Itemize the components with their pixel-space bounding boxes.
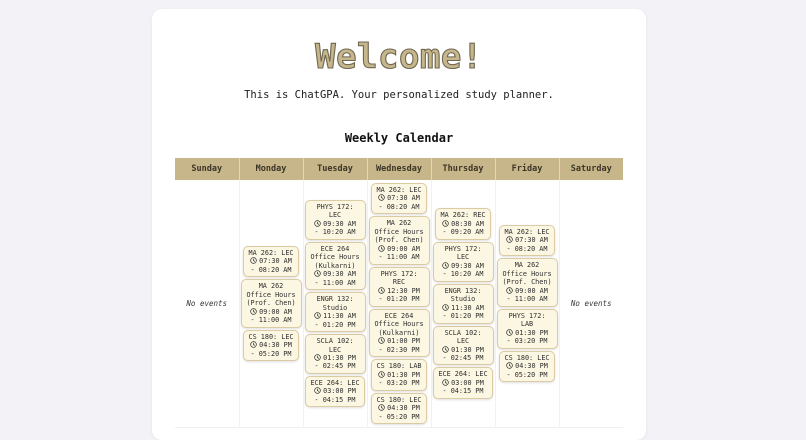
event-title: CS 180: LEC: [376, 395, 422, 404]
clock-icon: [506, 287, 513, 294]
clock-icon: [442, 379, 449, 386]
event-card[interactable]: [305, 200, 366, 240]
event-time: 11:30 AM - 01:20 PM: [442, 303, 484, 321]
event-card[interactable]: [433, 367, 492, 398]
event-card[interactable]: [241, 279, 302, 327]
event-time: 03:00 PM - 04:15 PM: [442, 378, 484, 396]
event-card[interactable]: [369, 216, 430, 264]
event-card[interactable]: [243, 246, 298, 277]
event-title: MA 262 Office Hours (Prof. Chen): [246, 282, 296, 308]
event-time: 01:00 PM - 02:30 PM: [378, 337, 420, 354]
event-time: 07:30 AM - 08:20 AM: [506, 236, 548, 253]
clock-icon: [250, 308, 257, 315]
event-time: 04:30 PM - 05:20 PM: [506, 362, 548, 379]
calendar-heading: Weekly Calendar: [344, 131, 454, 145]
event-time: 12:30 PM - 01:20 PM: [378, 286, 420, 304]
day-header-thursday: Thursday: [431, 158, 495, 180]
day-column-thursday: [431, 180, 495, 428]
event-title: SCLA 102: LEC: [316, 337, 354, 354]
day-column-sunday: [175, 180, 239, 428]
clock-icon: [314, 220, 321, 227]
event-time: 09:30 AM - 10:20 AM: [442, 261, 484, 279]
event-card[interactable]: [433, 326, 494, 366]
event-time: 09:00 AM - 11:00 AM: [506, 286, 548, 304]
event-title: MA 262: LEC: [504, 227, 550, 236]
clock-icon: [250, 257, 257, 264]
day-header-wednesday: Wednesday: [367, 158, 431, 180]
clock-icon: [314, 270, 321, 277]
event-title: MA 262: REC: [440, 211, 486, 220]
event-time: 07:30 AM - 08:20 AM: [250, 257, 292, 274]
day-header-monday: Monday: [239, 158, 303, 180]
event-title: PHYS 172: LEC: [444, 244, 482, 262]
event-time: 01:30 PM - 03:20 PM: [378, 370, 420, 388]
event-title: ENGR 132: Studio: [316, 295, 354, 312]
event-card[interactable]: [499, 225, 554, 256]
clock-icon: [378, 404, 385, 411]
event-title: PHYS 172: LEC: [316, 202, 354, 220]
event-title: ECE 264 Office Hours (Kulkarni): [310, 244, 360, 270]
clock-icon: [506, 236, 513, 243]
event-time: 01:30 PM - 03:20 PM: [506, 328, 548, 346]
no-events-label: No events: [186, 299, 228, 309]
event-time: 09:30 AM - 10:20 AM: [314, 219, 356, 237]
day-header-friday: Friday: [495, 158, 559, 180]
event-title: MA 262: LEC: [248, 248, 294, 257]
clock-icon: [506, 329, 513, 336]
event-card[interactable]: [305, 334, 366, 374]
event-title: MA 262: LEC: [376, 186, 422, 194]
event-time: 03:00 PM - 04:15 PM: [314, 387, 356, 404]
event-card[interactable]: [371, 393, 426, 424]
day-header-saturday: Saturday: [559, 158, 623, 180]
clock-icon: [378, 371, 385, 378]
event-title: ECE 264: LEC: [310, 378, 360, 387]
clock-icon: [378, 337, 385, 344]
day-column-tuesday: [303, 180, 367, 428]
event-card[interactable]: [497, 258, 558, 306]
calendar-header-row: [175, 158, 623, 180]
event-card[interactable]: [305, 242, 366, 290]
event-card[interactable]: [371, 359, 426, 390]
main-card: [152, 9, 646, 440]
event-title: PHYS 172: REC: [380, 269, 418, 287]
event-time: 07:30 AM - 08:20 AM: [378, 194, 420, 211]
event-title: MA 262 Office Hours (Prof. Chen): [502, 261, 552, 287]
no-events-label: No events: [570, 299, 612, 309]
day-column-saturday: [559, 180, 623, 428]
event-card[interactable]: [497, 309, 558, 349]
clock-icon: [314, 354, 321, 361]
event-card[interactable]: [369, 267, 430, 307]
event-time: 09:30 AM - 11:00 AM: [314, 270, 356, 287]
event-time: 08:30 AM - 09:20 AM: [442, 219, 484, 237]
calendar-body-row: [175, 180, 623, 428]
page-subtitle: This is ChatGPA. Your personalized study planner.: [244, 89, 554, 101]
event-card[interactable]: [435, 208, 490, 239]
clock-icon: [314, 312, 321, 319]
event-card[interactable]: [305, 292, 366, 332]
clock-icon: [506, 362, 513, 369]
event-time: 01:30 PM - 02:45 PM: [314, 353, 356, 371]
day-header-tuesday: Tuesday: [303, 158, 367, 180]
day-column-wednesday: [367, 180, 431, 428]
clock-icon: [442, 304, 449, 311]
event-title: ECE 264: LEC: [438, 370, 488, 379]
day-column-monday: [239, 180, 303, 428]
event-card[interactable]: [499, 351, 554, 382]
event-title: MA 262 Office Hours (Prof. Chen): [374, 219, 424, 245]
weekly-calendar-table: [175, 158, 623, 428]
event-card[interactable]: [433, 284, 494, 324]
page-title: Welcome!: [315, 37, 483, 77]
day-header-sunday: Sunday: [175, 158, 239, 180]
clock-icon: [250, 341, 257, 348]
event-title: CS 180: LEC: [504, 353, 550, 362]
clock-icon: [378, 245, 385, 252]
event-title: CS 180: LAB: [376, 362, 422, 371]
event-title: CS 180: LEC: [248, 332, 294, 341]
event-time: 11:30 AM - 01:20 PM: [314, 312, 356, 329]
clock-icon: [378, 194, 385, 201]
event-time: 09:00 AM - 11:00 AM: [250, 307, 292, 325]
event-title: ENGR 132: Studio: [444, 286, 482, 304]
event-card[interactable]: [369, 309, 430, 357]
event-card[interactable]: [371, 183, 426, 214]
event-time: 04:30 PM - 05:20 PM: [250, 341, 292, 358]
clock-icon: [442, 220, 449, 227]
day-column-friday: [495, 180, 559, 428]
event-title: PHYS 172: LAB: [508, 311, 546, 329]
clock-icon: [442, 262, 449, 269]
event-title: ECE 264 Office Hours (Kulkarni): [374, 311, 424, 337]
event-time: 04:30 PM - 05:20 PM: [378, 404, 420, 421]
event-card[interactable]: [243, 330, 298, 361]
event-card[interactable]: [433, 242, 494, 282]
clock-icon: [378, 287, 385, 294]
event-time: 09:00 AM - 11:00 AM: [378, 244, 420, 262]
event-title: SCLA 102: LEC: [444, 328, 482, 346]
clock-icon: [442, 346, 449, 353]
clock-icon: [314, 387, 321, 394]
event-time: 01:30 PM - 02:45 PM: [442, 345, 484, 362]
event-card[interactable]: [305, 376, 364, 407]
